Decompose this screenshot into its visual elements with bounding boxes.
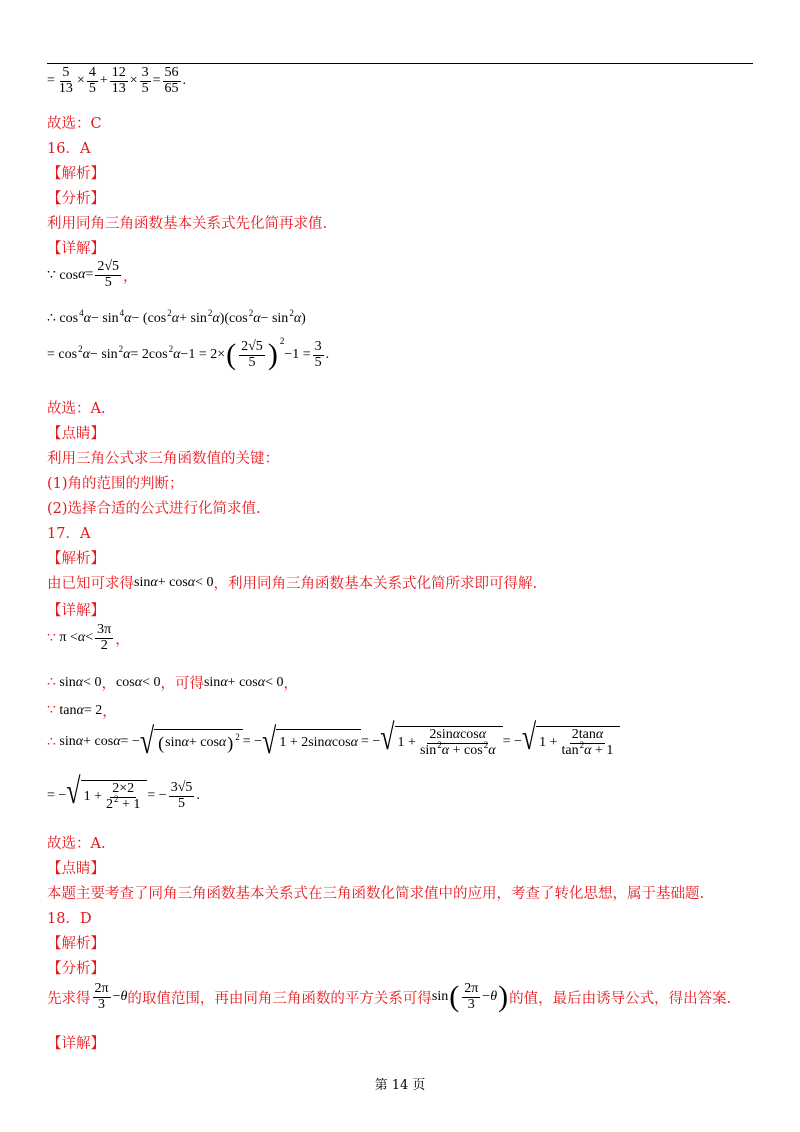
detail-heading-17: 【详解】 (47, 603, 105, 619)
comment-point-2: (2)选择合适的公式进行化简求值. (47, 501, 261, 517)
question-17: 17．A (47, 526, 91, 542)
formula-tan: ∵ tan α = 2 ， (47, 700, 117, 721)
question-16: 16．A (47, 141, 91, 157)
page-number: 第 14 页 (374, 1078, 426, 1093)
angle-range-comma: ， (115, 631, 130, 648)
formula-derivation: ∴ sin α + cos α = − √ ( sin α + cos α ) 2 = − √ 1 + 2sin α cos α = − √ 1 + $\frac{2\sin\alpha\cos\alpha}{\sin^2\alpha + \cos^2\alpha}$ = − √ 1 + $\frac{2\tan\alpha}{\tan^2\alpha + 1}$ (47, 726, 620, 758)
tan-comma: ， (102, 704, 117, 720)
answer-c: 故选：C (47, 116, 102, 132)
detail-heading-18: 【详解】 (47, 1036, 105, 1052)
analysis-text-17: 由已知可求得 sin α + cos α < 0 ，利用同角三角函数基本关系式化简所求即可得解. (47, 572, 537, 593)
analysis-heading-16: 【解析】 (47, 166, 105, 182)
fenxi-18-suffix: 的值，最后由诱导公式，得出答案. (509, 990, 732, 1007)
comment-point-1: (1)角的范围的判断； (47, 476, 184, 492)
analysis-heading-17: 【解析】 (47, 551, 105, 567)
comment-heading-16: 【点睛】 (47, 426, 105, 442)
fenxi-18-mid: 的取值范围，再由同角三角函数的平方关系可得 (127, 990, 432, 1007)
fenxi-heading-18: 【分析】 (47, 961, 105, 977)
fenxi-text-16: 利用同角三角函数基本关系式先化简再求值. (47, 216, 328, 232)
fenxi-heading-16: 【分析】 (47, 191, 105, 207)
answer-17: 故选：A. (47, 836, 106, 852)
comment-text-16: 利用三角公式求三角函数值的关键： (47, 451, 279, 467)
comment-text-17: 本题主要考查了同角三角函数基本关系式在三角函数化简求值中的应用，考查了转化思想，属于基础题. (47, 886, 705, 902)
detail-heading-16: 【详解】 (47, 241, 105, 257)
comment-heading-17: 【点睛】 (47, 861, 105, 877)
formula-given-cos: ∵ cos α = $\frac{2√5}{5}$ ， (47, 259, 138, 290)
analysis-heading-18: 【解析】 (47, 936, 105, 952)
fenxi-18-prefix: 先求得 (47, 990, 91, 1007)
fenxi-text-18: 先求得 $\frac{2\pi}{3}$ − θ 的取值范围，再由同角三角函数的平方关系可得 sin ( $\frac{2\pi}{3}$ − θ ) 的值，最后由诱导公式，得出答案. (47, 980, 732, 1014)
sign-comma-1: ， (101, 676, 117, 692)
formula-evaluate: = cos 2 α − sin 2 α = 2cos 2 α −1 = 2× ( $\frac{2√5}{5}$ ) 2 −1 = $\frac{3}{5}$ . (47, 336, 330, 372)
formula-line-result: = $\frac{5}{13}$ × $\frac{4}{5}$ + $\frac{12}{13}$ × $\frac{3}{5}$ = $\frac{56}{65}$ . (47, 65, 187, 96)
sign-comma-2: ， (283, 676, 298, 692)
analysis-17-prefix: 由已知可求得 (47, 576, 134, 592)
top-rule (47, 63, 753, 64)
sign-keyi: ，可得 (160, 676, 204, 692)
given-cos-comma: ， (123, 268, 138, 285)
question-18: 18．D (47, 911, 92, 927)
formula-angle-range: ∵ π < α < $\frac{3\pi}{2}$ ， (47, 622, 130, 653)
answer-16: 故选：A. (47, 401, 106, 417)
analysis-17-suffix: ，利用同角三角函数基本关系式化简所求即可得解. (213, 576, 538, 592)
formula-factor: ∴ cos 4 α − sin 4 α − (cos 2 α + sin 2 α )(cos 2 α − sin 2 α ) (47, 307, 306, 326)
formula-sign: ∴ sin α < 0 ， cos α < 0 ，可得 sin α + cos α < 0 ， (47, 672, 298, 693)
formula-final-value: = − √ 1 + $\frac{2\times 2}{2^2 + 1}$ = − $\frac{3√5}{5}$ . (47, 770, 200, 812)
